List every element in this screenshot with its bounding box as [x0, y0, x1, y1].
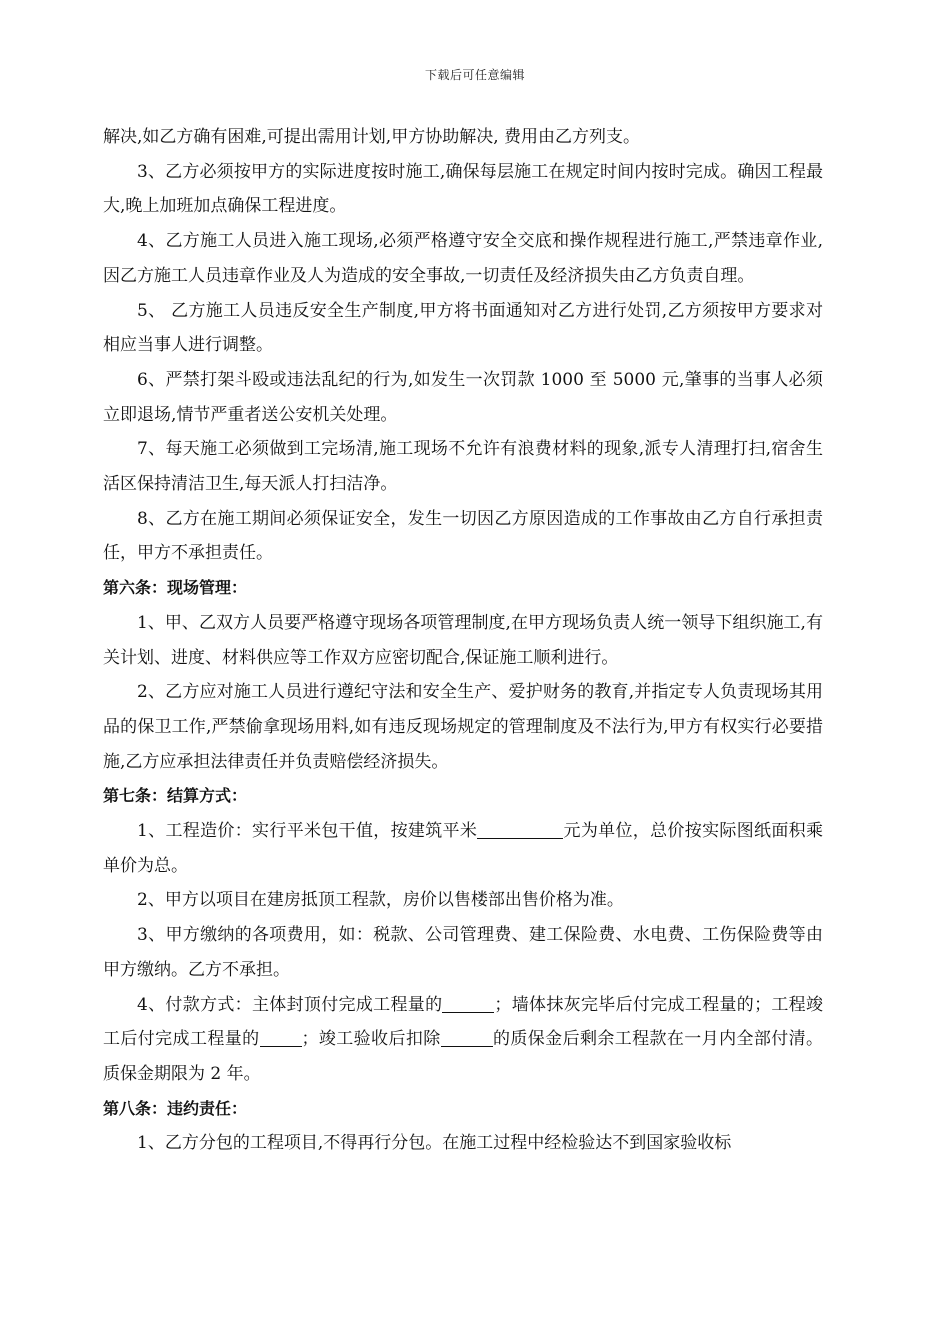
clause-6-item-1: 1、甲、乙双方人员要严格遵守现场各项管理制度,在甲方现场负责人统一领导下组织施工,有关计划、进度、材料供应等工作双方应密切配合,保证施工顺利进行。: [103, 612, 823, 668]
clause-7-item-1: [103, 814, 823, 883]
clause-6-item-2: 2、乙方应对施工人员进行遵纪守法和安全生产、爱护财务的教育,并指定专人负责现场其用品的保卫工作,严禁偷拿现场用料,如有违反现场规定的管理制度及不法行为,甲方有权实行必要措施,乙方应承担法律责任并负责赔偿经济损失。: [103, 682, 823, 772]
contract-body: [103, 120, 823, 1161]
clause-7-item-1-text-a: 1、工程造价：实行平米包干值，按建筑平米: [137, 821, 478, 842]
paragraph-continuation: 解决,如乙方确有困难,可提出需用计划,甲方协助解决, 费用由乙方列支。: [103, 127, 641, 147]
clause-8-item-1: 1、乙方分包的工程项目,不得再行分包。在施工过程中经检验达不到国家验收标: [137, 1133, 732, 1154]
clause-5-item-8: 8、乙方在施工期间必须保证安全，发生一切因乙方原因造成的工作事故由乙方自行承担责任，甲方不承担责任。: [103, 508, 823, 564]
clause-7-item-4-text-c: ；工程竣工后付完成工程量的: [103, 994, 823, 1050]
blank-retention-percent: [441, 1028, 493, 1047]
clause-5-item-7: 7、每天施工必须做到工完场清,施工现场不允许有浪费材料的现象,派专人清理打扫,宿舍生活区保持清洁卫生,每天派人打扫洁净。: [103, 439, 823, 495]
blank-completion-percent: [260, 1028, 302, 1047]
clause-7-item-4-text-a: 4、付款方式：主体封顶付完成工程量的: [137, 994, 443, 1015]
clause-7-item-2: 2、甲方以项目在建房抵顶工程款，房价以售楼部出售价格为准。: [137, 890, 624, 911]
clause-5-item-5: 5、 乙方施工人员违反安全生产制度,甲方将书面通知对乙方进行处罚,乙方须按甲方要求对相应当事人进行调整。: [103, 300, 823, 356]
blank-unit-price: [477, 820, 563, 839]
clause-5-item-3: 3、乙方必须按甲方的实际进度按时施工,确保每层施工在规定时间内按时完成。确因工程最大,晚上加班加点确保工程进度。: [103, 161, 823, 217]
clause-7-item-4: [103, 988, 823, 1092]
clause-5-item-4: 4、乙方施工人员进入施工现场,必须严格遵守安全交底和操作规程进行施工,严禁违章作业,因乙方施工人员违章作业及人为造成的安全事故,一切责任及经济损失由乙方负责自理。: [103, 231, 823, 286]
clause-7-item-4-text-d: ；竣工验收后扣除: [301, 1029, 441, 1050]
blank-topping-percent: [442, 994, 494, 1013]
page-header: 下载后可任意编辑: [424, 68, 525, 82]
clause-7-item-3: 3、甲方缴纳的各项费用，如：税款、公司管理费、建工保险费、水电费、工伤保险费等由甲方缴纳。乙方不承担。: [103, 925, 823, 980]
section-heading-6: 第六条：现场管理：: [103, 578, 248, 598]
section-heading-7: 第七条：结算方式：: [103, 786, 248, 806]
section-heading-8: 第八条：违约责任：: [103, 1098, 248, 1118]
clause-7-item-4-text-e: 的质保金后剩余工程款在一月内全部付清。质保金期限为 2 年。: [103, 1029, 824, 1084]
clause-5-item-6: 6、严禁打架斗殴或违法乱纪的行为,如发生一次罚款 1000 至 5000 元,肇事的当事人必须立即退场,情节严重者送公安机关处理。: [103, 369, 823, 425]
clause-7-item-1-text-b: 元为单位，总价按实际图纸面积乘单价为总。: [103, 821, 823, 876]
clause-7-item-4-text-b: ；墙体抹灰完毕后付完成工程量的: [494, 994, 755, 1015]
